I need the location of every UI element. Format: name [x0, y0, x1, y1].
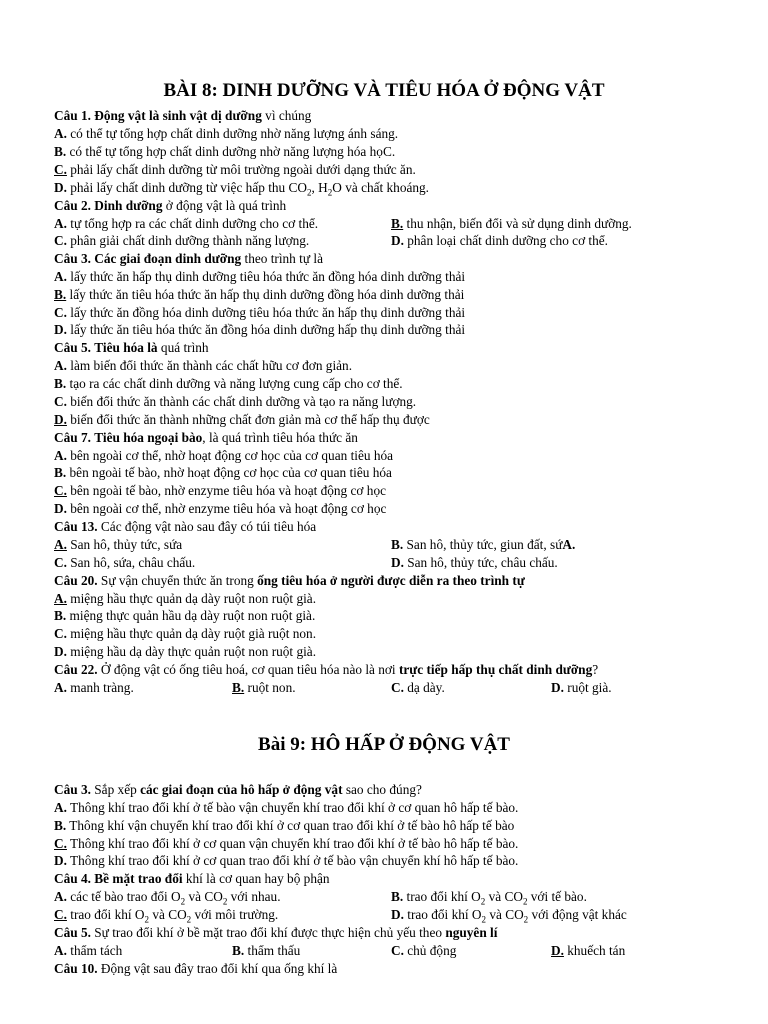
- q22-option-c: C. dạ dày.: [391, 680, 445, 695]
- h5-option-d: D. khuếch tán: [551, 943, 626, 958]
- q5-option-b: B. tạo ra các chất dinh dưỡng và năng lượng cung cấp cho cơ thể.: [54, 376, 403, 391]
- q7-option-b: B. bên ngoài tế bào, nhờ hoạt động cơ học của cơ quan tiêu hóa: [54, 465, 392, 480]
- q2-option-c: C. phân giải chất dinh dưỡng thành năng lượng.: [54, 233, 310, 248]
- q1-option-d: D. phải lấy chất dinh dưỡng từ việc hấp thu $CO_2$, $H_2O$ và chất khoáng.: [54, 180, 430, 198]
- h4-option-d: D. trao đổi khí $O_2$ và $CO_2$ với động vật khác: [391, 907, 627, 925]
- h5-option-c: C. chủ động: [391, 943, 457, 958]
- q3-option-b: B. lấy thức ăn tiêu hóa thức ăn hấp thụ dinh dưỡng đồng hóa dinh dưỡng thải: [54, 287, 465, 302]
- q7-stem: Câu 7. Tiêu hóa ngoại bào, là quá trình tiêu hóa thức ăn: [54, 430, 358, 445]
- h3-option-c: C. Thông khí trao đổi khí ở cơ quan vận chuyển khí trao đổi khí ở tế bào hô hấp tế bào.: [54, 836, 519, 851]
- h10-stem: Câu 10. Động vật sau đây trao đổi khí qua ống khí là: [54, 961, 338, 976]
- q13-option-d: D. San hô, thủy tức, châu chấu.: [391, 555, 558, 570]
- q1-stem: Câu 1. Động vật là sinh vật dị dưỡng vì chúng: [54, 108, 312, 123]
- q3-stem: Câu 3. Các giai đoạn dinh dưỡng theo trình tự là: [54, 251, 323, 266]
- q7-option-c: C. bên ngoài tế bào, nhờ enzyme tiêu hóa và hoạt động cơ học: [54, 483, 386, 498]
- q22-option-a: A. manh tràng.: [54, 680, 134, 695]
- h3-option-a: A. Thông khí trao đổi khí ở tế bào vận chuyển khí trao đổi khí ở cơ quan hô hấp tế bào.: [54, 800, 519, 815]
- q5-option-d: D. biến đổi thức ăn thành những chất đơn giản mà cơ thể hấp thụ được: [54, 412, 430, 427]
- h4-stem: Câu 4. Bề mặt trao đổi khí là cơ quan hay bộ phận: [54, 871, 330, 886]
- q20-option-a: A. miệng hầu thực quản dạ dày ruột non ruột già.: [54, 591, 317, 606]
- q7-option-d: D. bên ngoài cơ thể, nhờ enzyme tiêu hóa và hoạt động cơ học: [54, 501, 387, 516]
- q2-option-d: D. phân loại chất dinh dưỡng cho cơ thể.: [391, 233, 608, 248]
- q20-option-d: D. miệng hầu dạ dày thực quản ruột non ruột già.: [54, 644, 317, 659]
- h5-stem: Câu 5. Sự trao đổi khí ở bề mặt trao đổi khí được thực hiện chủ yếu theo nguyên lí: [54, 925, 498, 940]
- h5-option-a: A. thẩm tách: [54, 943, 123, 958]
- h4-option-c: C. trao đổi khí $O_2$ và $CO_2$ với môi trường.: [54, 907, 279, 925]
- q1-option-b: B. có thể tự tổng hợp chất dinh dưỡng nhờ năng lượng hóa họC.: [54, 144, 396, 159]
- lesson-9-title: Bài 9: HÔ HẤP Ở ĐỘNG VẬT: [258, 734, 510, 755]
- q3-option-c: C. lấy thức ăn đồng hóa dinh dưỡng tiêu hóa thức ăn hấp thụ dinh dưỡng thải: [54, 305, 466, 320]
- h3-option-d: D. Thông khí trao đổi khí ở cơ quan trao đổi khí ở tế bào vận chuyển khí hô hấp tế bào.: [54, 853, 519, 868]
- q3-option-a: A. lấy thức ăn hấp thụ dinh dưỡng tiêu hóa thức ăn đồng hóa dinh dưỡng thải: [54, 269, 466, 284]
- q1-option-a: A. có thể tự tổng hợp chất dinh dưỡng nhờ năng lượng ánh sáng.: [54, 126, 399, 141]
- h3-stem: Câu 3. Sắp xếp các giai đoạn của hô hấp ở động vật sao cho đúng?: [54, 782, 422, 797]
- h3-option-b: B. Thông khí vận chuyển khí trao đổi khí ở cơ quan trao đổi khí ở tế bào hô hấp tế bào: [54, 818, 515, 833]
- q22-option-d: D. ruột già.: [551, 680, 612, 695]
- q20-option-c: C. miệng hầu thực quản dạ dày ruột già ruột non.: [54, 626, 317, 641]
- q13-option-a: A. San hô, thủy tức, sứa: [54, 537, 183, 552]
- q13-stem: Câu 13. Các động vật nào sau đây có túi tiêu hóa: [54, 519, 317, 534]
- q1-option-c: C. phải lấy chất dinh dưỡng từ môi trường ngoài dưới dạng thức ăn.: [54, 162, 416, 177]
- q5-option-a: A. làm biến đổi thức ăn thành các chất hữu cơ đơn giản.: [54, 358, 353, 373]
- q2-option-a: A. tự tổng hợp ra các chất dinh dưỡng cho cơ thể.: [54, 216, 319, 231]
- q5-stem: Câu 5. Tiêu hóa là quá trình: [54, 340, 209, 355]
- q13-option-b: B. San hô, thủy tức, giun đất, sứA.: [391, 537, 576, 552]
- q3-option-d: D. lấy thức ăn tiêu hóa thức ăn đồng hóa dinh dưỡng hấp thụ dinh dưỡng thải: [54, 322, 466, 337]
- q13-option-c: C. San hô, sứa, châu chấu.: [54, 555, 196, 570]
- h4-option-b: B. trao đổi khí $O_2$ và $CO_2$ với tế bào.: [391, 889, 587, 907]
- q2-option-b: B. thu nhận, biến đổi và sử dụng dinh dưỡng.: [391, 216, 632, 231]
- q22-stem: Câu 22. Ở động vật có ống tiêu hoá, cơ quan tiêu hóa nào là nơi trực tiếp hấp thụ chất dinh dưỡng?: [54, 662, 599, 677]
- h5-option-b: B. thẩm thấu: [232, 943, 301, 958]
- q20-option-b: B. miệng thực quản hầu dạ dày ruột non ruột già.: [54, 608, 316, 623]
- q20-stem: Câu 20. Sự vận chuyển thức ăn trong ống tiêu hóa ở người được diễn ra theo trình tự: [54, 573, 525, 588]
- q7-option-a: A. bên ngoài cơ thể, nhờ hoạt động cơ học của cơ quan tiêu hóa: [54, 448, 394, 463]
- h4-option-a: A. các tế bào trao đổi $O_2$ và $CO_2$ với nhau.: [54, 889, 281, 907]
- q22-option-b: B. ruột non.: [232, 680, 296, 695]
- q5-option-c: C. biến đổi thức ăn thành các chất dinh dưỡng và tạo ra năng lượng.: [54, 394, 417, 409]
- q2-stem: Câu 2. Dinh dưỡng ở động vật là quá trình: [54, 198, 287, 213]
- lesson-8-title: BÀI 8: DINH DƯỠNG VÀ TIÊU HÓA Ở ĐỘNG VẬT: [163, 80, 605, 101]
